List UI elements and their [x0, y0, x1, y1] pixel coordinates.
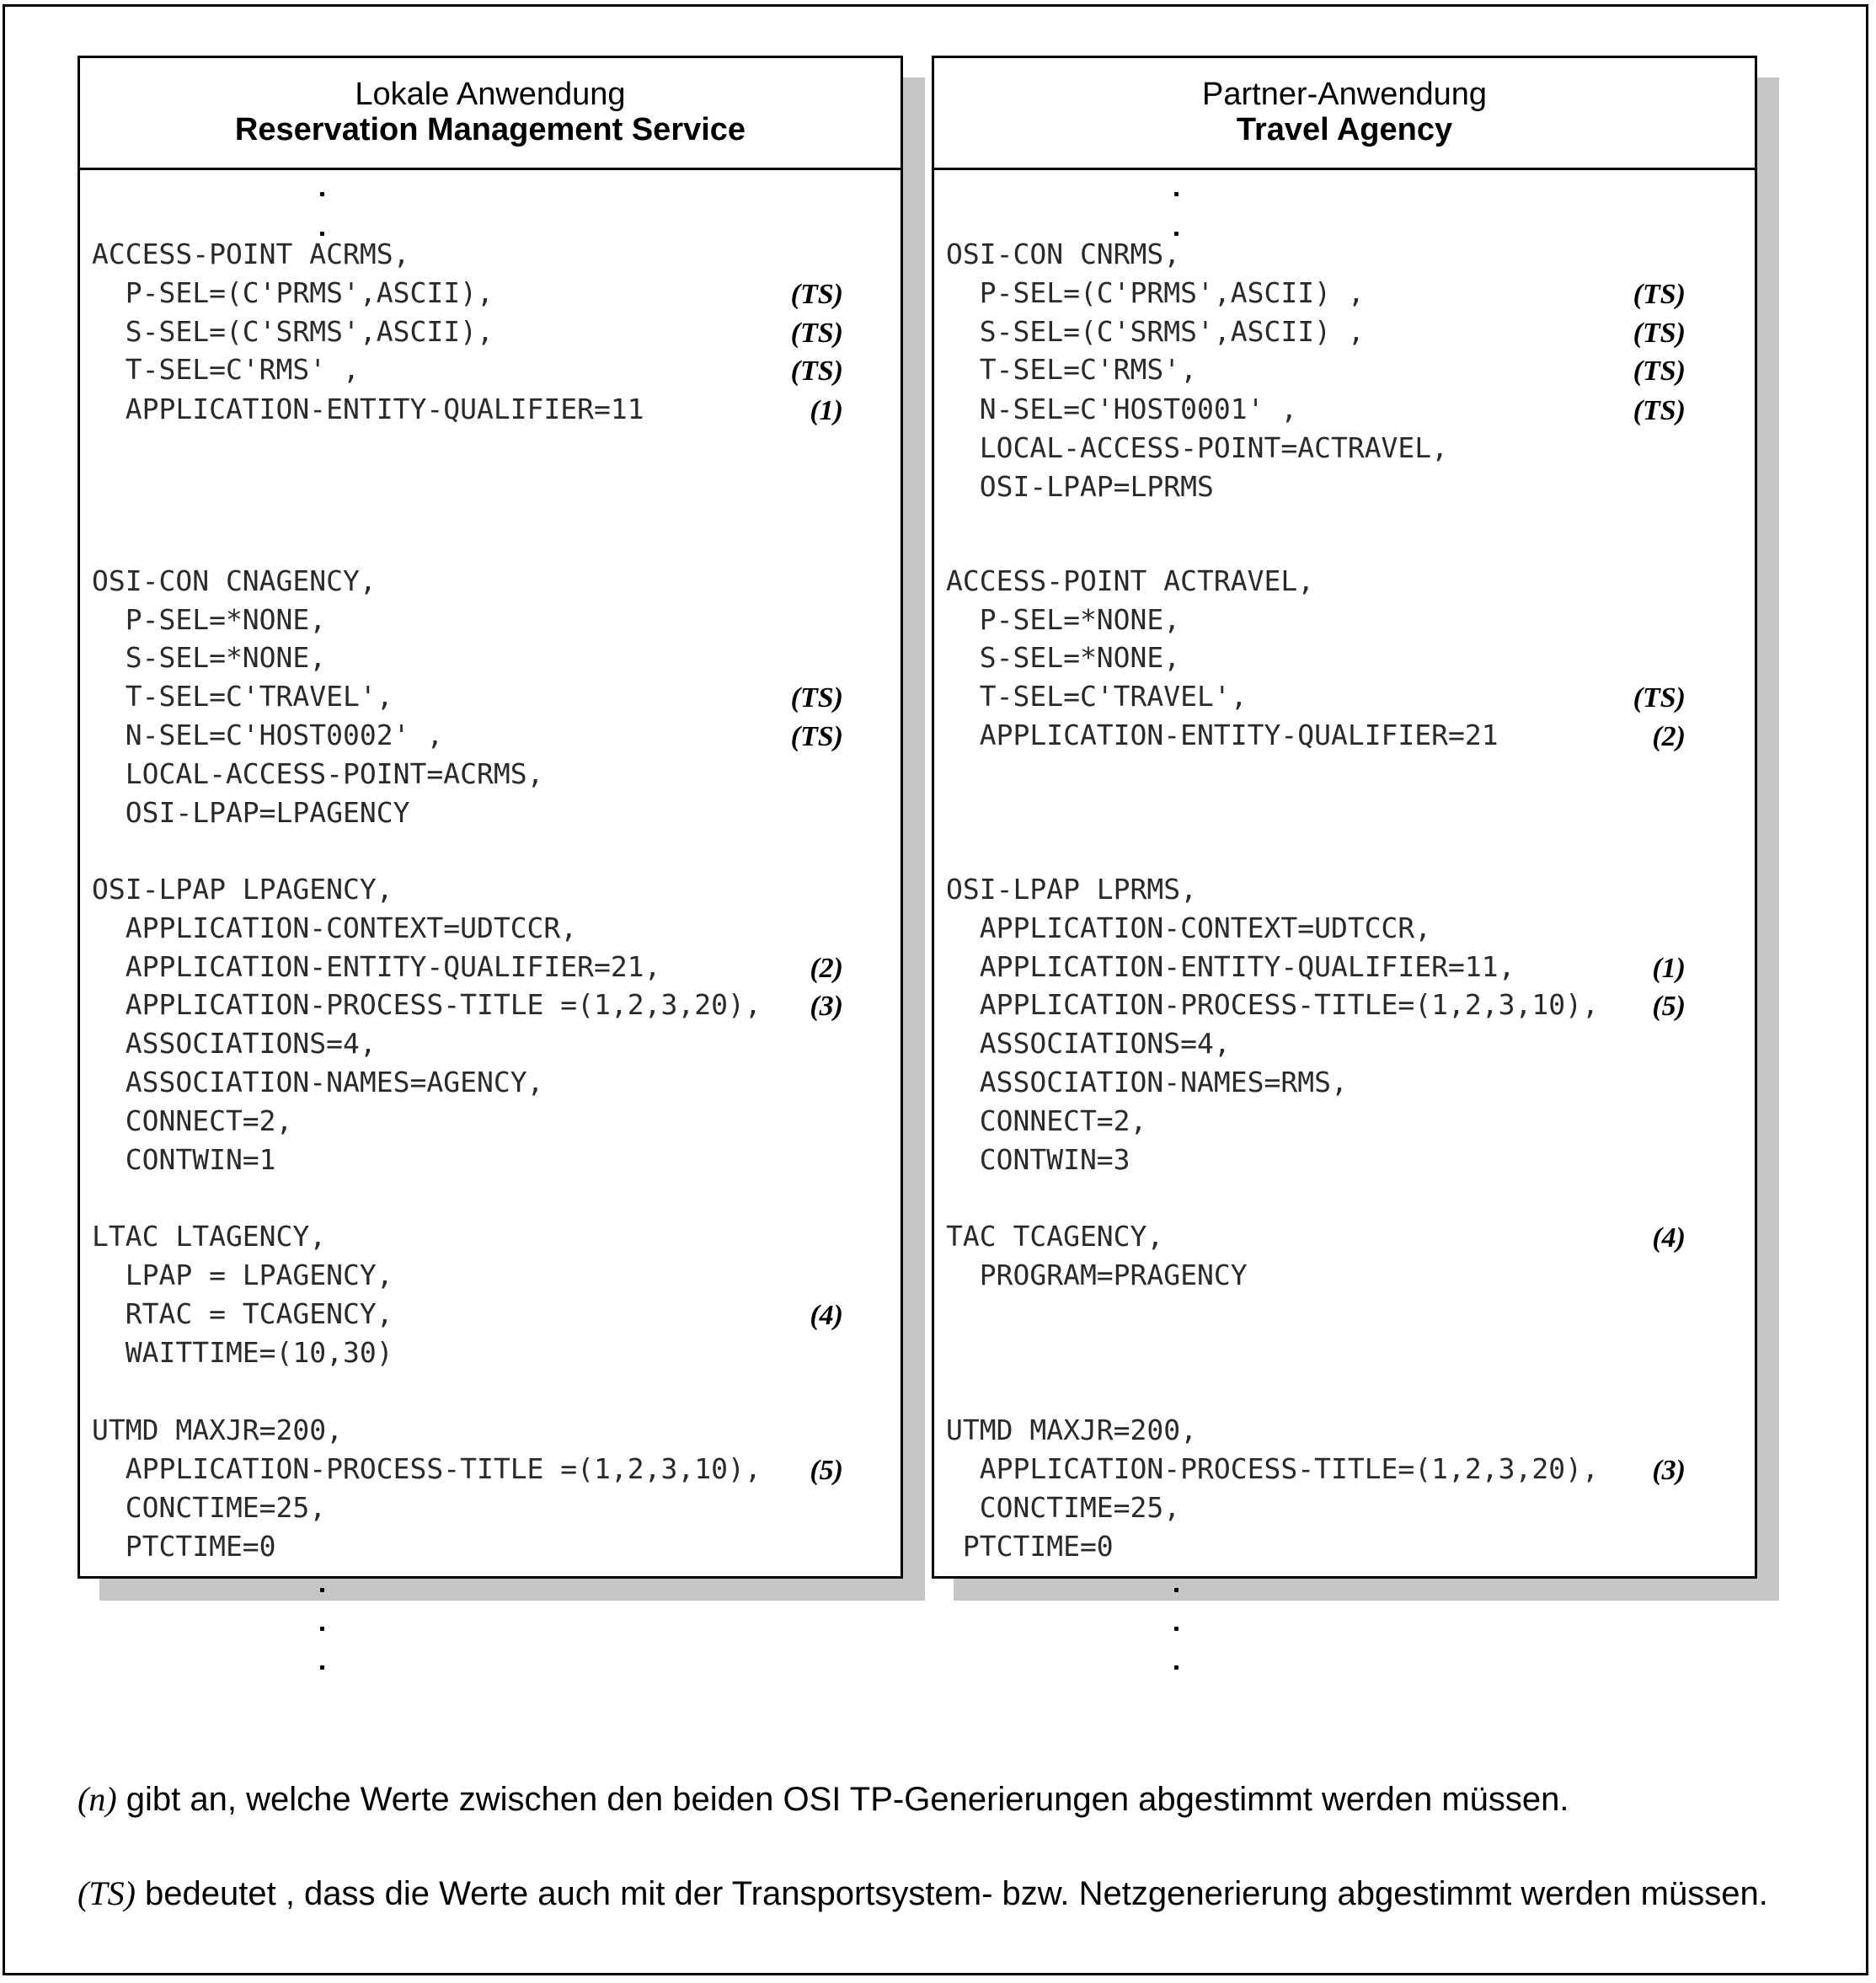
ellipsis-dot	[1174, 192, 1179, 196]
code-text: APPLICATION-PROCESS-TITLE =(1,2,3,10),	[92, 1452, 762, 1485]
code-text: APPLICATION-ENTITY-QUALIFIER=21,	[92, 950, 661, 983]
code-line	[80, 1334, 901, 1372]
coordination-marker: (TS)	[790, 279, 843, 310]
code-text: LOCAL-ACCESS-POINT=ACRMS,	[92, 757, 544, 790]
coordination-marker: (3)	[810, 991, 843, 1022]
code-line	[80, 562, 901, 601]
code-line	[80, 986, 901, 1024]
code-line	[80, 909, 901, 948]
code-line	[934, 870, 1755, 909]
code-line	[934, 1063, 1755, 1102]
code-text: UTMD MAXJR=200,	[92, 1414, 344, 1446]
code-line	[934, 948, 1755, 986]
code-text: OSI-LPAP LPRMS,	[946, 873, 1198, 906]
code-text: TAC TCAGENCY,	[946, 1220, 1164, 1253]
ellipsis-dot	[320, 1588, 324, 1592]
code-text: CONCTIME=25,	[92, 1491, 327, 1524]
code-line	[80, 1489, 901, 1527]
code-text: PTCTIME=0	[92, 1530, 276, 1563]
coordination-marker: (TS)	[1633, 395, 1686, 426]
code-text: ASSOCIATIONS=4,	[946, 1027, 1231, 1060]
coordination-marker: (TS)	[790, 721, 843, 752]
code-text: N-SEL=C'HOST0001' ,	[946, 393, 1298, 425]
code-text: ASSOCIATION-NAMES=RMS,	[946, 1066, 1348, 1098]
coordination-marker: (TS)	[790, 318, 843, 349]
code-text: PROGRAM=PRAGENCY	[946, 1259, 1248, 1291]
code-line	[80, 1024, 901, 1063]
code-line	[934, 429, 1755, 468]
coordination-marker: (2)	[1652, 721, 1686, 752]
code-line	[934, 1256, 1755, 1295]
footnote-ts-text: bedeutet , dass die Werte auch mit der Transportsystem- bzw. Netzgenerierung abgestimmt werden müssen.	[135, 1875, 1768, 1912]
code-line	[80, 1411, 901, 1450]
local-application-code	[80, 170, 901, 1576]
code-line	[80, 1063, 901, 1102]
code-line	[934, 716, 1755, 755]
code-text: S-SEL=(C'SRMS',ASCII) ,	[946, 315, 1365, 348]
code-text: APPLICATION-PROCESS-TITLE =(1,2,3,20),	[92, 988, 762, 1021]
code-line	[80, 1450, 901, 1489]
ellipsis-dot	[1174, 1665, 1179, 1670]
code-line	[80, 870, 901, 909]
code-text: CONCTIME=25,	[946, 1491, 1181, 1524]
code-line	[934, 1024, 1755, 1063]
code-text: APPLICATION-CONTEXT=UDTCCR,	[92, 911, 578, 944]
code-text: UTMD MAXJR=200,	[946, 1414, 1198, 1446]
code-line	[80, 313, 901, 351]
code-line	[80, 1102, 901, 1141]
code-text: CONTWIN=3	[946, 1143, 1130, 1176]
code-line	[80, 1295, 901, 1334]
code-line	[80, 677, 901, 716]
partner-application-title: Travel Agency	[1236, 112, 1453, 147]
coordination-marker: (4)	[1652, 1222, 1686, 1253]
partner-application-code	[934, 170, 1755, 1576]
code-line	[934, 1141, 1755, 1179]
code-line	[80, 390, 901, 429]
code-text: LOCAL-ACCESS-POINT=ACTRAVEL,	[946, 431, 1449, 464]
ellipsis-dot	[320, 1665, 324, 1670]
code-text: ACCESS-POINT ACTRAVEL,	[946, 564, 1315, 597]
code-text: OSI-LPAP LPAGENCY,	[92, 873, 393, 906]
ellipsis-dot	[1174, 1588, 1179, 1592]
code-line	[80, 1141, 901, 1179]
partner-application-panel	[932, 56, 1757, 1579]
code-text: RTAC = TCAGENCY,	[92, 1297, 393, 1330]
code-line	[934, 1411, 1755, 1450]
code-text: P-SEL=(C'PRMS',ASCII),	[92, 276, 494, 309]
code-line	[80, 601, 901, 639]
code-line	[80, 1256, 901, 1295]
code-line	[80, 755, 901, 794]
code-text: LPAP = LPAGENCY,	[92, 1259, 393, 1291]
coordination-marker: (TS)	[1633, 279, 1686, 310]
code-text: WAITTIME=(10,30)	[92, 1336, 393, 1369]
code-text: OSI-LPAP=LPAGENCY	[92, 796, 410, 829]
code-text: CONNECT=2,	[946, 1104, 1147, 1137]
code-line	[934, 1489, 1755, 1527]
code-line	[80, 716, 901, 755]
code-text: OSI-CON CNAGENCY,	[92, 564, 377, 597]
code-text: CONTWIN=1	[92, 1143, 276, 1176]
code-line	[80, 274, 901, 313]
code-text: P-SEL=(C'PRMS',ASCII) ,	[946, 276, 1365, 309]
coordination-marker: (5)	[1652, 991, 1686, 1022]
code-text: CONNECT=2,	[92, 1104, 293, 1137]
code-text: APPLICATION-PROCESS-TITLE=(1,2,3,20),	[946, 1452, 1599, 1485]
ellipsis-dot	[1174, 1627, 1179, 1631]
code-text: S-SEL=*NONE,	[92, 641, 327, 674]
code-text: ASSOCIATION-NAMES=AGENCY,	[92, 1066, 544, 1098]
local-application-title: Reservation Management Service	[234, 112, 746, 147]
partner-application-header	[934, 58, 1755, 170]
ellipsis-dot	[1174, 232, 1179, 236]
code-text: OSI-LPAP=LPRMS	[946, 470, 1214, 503]
code-line	[934, 562, 1755, 601]
code-text: N-SEL=C'HOST0002' ,	[92, 719, 444, 751]
coordination-marker: (1)	[1652, 953, 1686, 984]
code-line	[80, 794, 901, 832]
coordination-marker: (TS)	[790, 682, 843, 714]
coordination-marker: (1)	[810, 395, 843, 426]
code-text: T-SEL=C'RMS',	[946, 353, 1198, 386]
code-text: APPLICATION-CONTEXT=UDTCCR,	[946, 911, 1432, 944]
footnote-n	[77, 1776, 1813, 1823]
code-line	[80, 350, 901, 389]
coordination-marker: (3)	[1652, 1455, 1686, 1486]
code-text: S-SEL=(C'SRMS',ASCII),	[92, 315, 494, 348]
code-text: PTCTIME=0	[946, 1530, 1114, 1563]
code-line	[934, 313, 1755, 351]
coordination-marker: (TS)	[790, 355, 843, 387]
coordination-marker: (TS)	[1633, 355, 1686, 387]
code-line	[934, 601, 1755, 639]
code-text: P-SEL=*NONE,	[946, 603, 1181, 636]
coordination-marker: (2)	[810, 953, 843, 984]
code-text: ACCESS-POINT ACRMS,	[92, 238, 410, 270]
code-line	[80, 948, 901, 986]
local-application-subtitle: Lokale Anwendung	[355, 77, 626, 112]
code-text: T-SEL=C'RMS' ,	[92, 353, 360, 386]
code-line	[934, 468, 1755, 506]
ellipsis-dot	[320, 232, 324, 236]
coordination-marker: (5)	[810, 1455, 843, 1486]
local-application-header	[80, 58, 901, 170]
footnote-n-symbol: (n)	[77, 1780, 117, 1818]
footnote-ts-symbol: (TS)	[77, 1874, 136, 1912]
code-text: APPLICATION-PROCESS-TITLE=(1,2,3,10),	[946, 988, 1599, 1021]
footnote-ts	[77, 1870, 1813, 1917]
code-line	[934, 390, 1755, 429]
code-line	[934, 1102, 1755, 1141]
code-line	[934, 677, 1755, 716]
code-text: APPLICATION-ENTITY-QUALIFIER=21	[946, 719, 1499, 751]
footnote-n-text: gibt an, welche Werte zwischen den beiden OSI TP-Generierungen abgestimmt werden müssen.	[116, 1781, 1569, 1818]
code-text: T-SEL=C'TRAVEL',	[946, 680, 1248, 713]
code-line	[934, 274, 1755, 313]
code-line	[934, 1527, 1755, 1566]
code-line	[934, 235, 1755, 274]
code-line	[80, 235, 901, 274]
code-line	[934, 1217, 1755, 1256]
code-text: T-SEL=C'TRAVEL',	[92, 680, 393, 713]
ellipsis-dot	[320, 192, 324, 196]
code-line	[934, 909, 1755, 948]
code-text: OSI-CON CNRMS,	[946, 238, 1181, 270]
code-text: P-SEL=*NONE,	[92, 603, 327, 636]
code-text: ASSOCIATIONS=4,	[92, 1027, 377, 1060]
code-text: APPLICATION-ENTITY-QUALIFIER=11	[92, 393, 644, 425]
code-line	[80, 1217, 901, 1256]
coordination-marker: (TS)	[1633, 318, 1686, 349]
coordination-marker: (TS)	[1633, 682, 1686, 714]
code-line	[934, 986, 1755, 1024]
coordination-marker: (4)	[810, 1300, 843, 1331]
partner-application-subtitle: Partner-Anwendung	[1202, 77, 1487, 112]
code-line	[934, 639, 1755, 677]
local-application-panel	[77, 56, 903, 1579]
code-text: LTAC LTAGENCY,	[92, 1220, 327, 1253]
code-line	[80, 639, 901, 677]
code-line	[934, 1450, 1755, 1489]
ellipsis-dot	[320, 1627, 324, 1631]
code-line	[934, 350, 1755, 389]
code-text: APPLICATION-ENTITY-QUALIFIER=11,	[946, 950, 1515, 983]
code-line	[80, 1527, 901, 1566]
code-text: S-SEL=*NONE,	[946, 641, 1181, 674]
